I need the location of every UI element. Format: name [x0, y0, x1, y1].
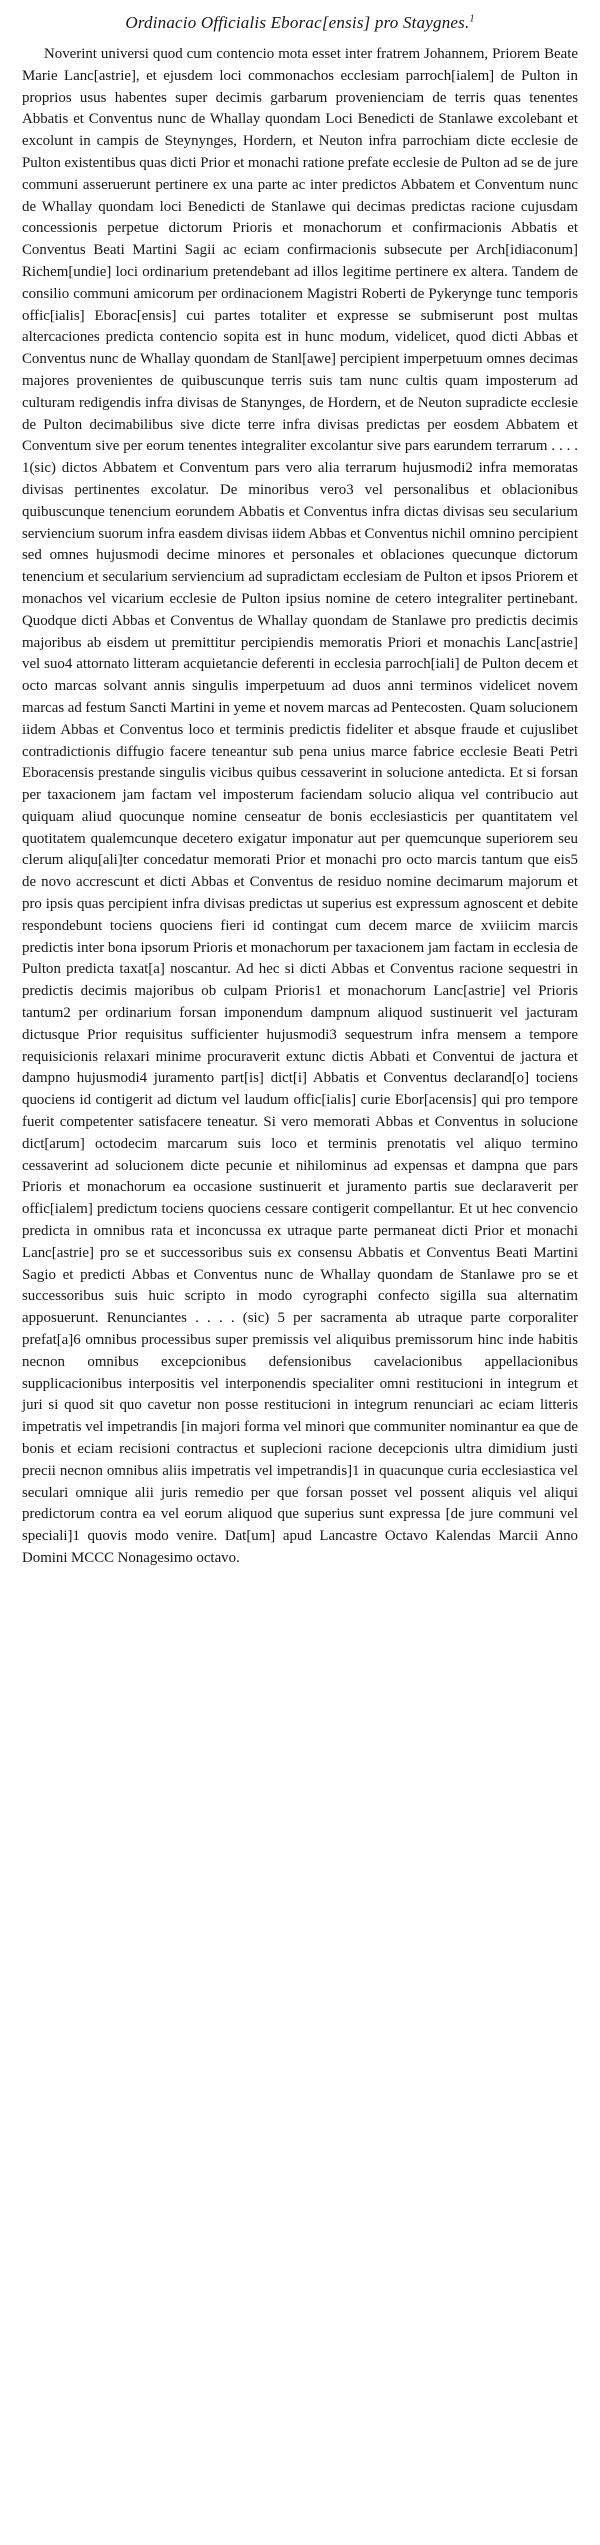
title-footnote-marker: 1: [469, 13, 475, 25]
charter-body-text: Noverint universi quod cum contencio mota esset inter fratrem Johannem, Priorem Beate Marie Lanc[astrie], et ejusdem loci commonachos ecclesiam parroch[ialem] de Pulton in proprios usus habentes super decimis garbarum provenienciam de terris quas tenentes Abbatis et Conventus nunc de Whallay quondam Loci Benedicti de Stanlawe excolebant et excolunt in campis de Steynynges, Hordern, et Neuton infra parrochiam dicte ecclesie de Pulton existentibus quas dicti Prior et monachi ratione prefate ecclesie de Pulton ad se de jure communi asseruerunt pertinere ex una parte ac inter predictos Abbatem et Conventum nunc de Whallay quondam loci Benedicti de Stanlawe qui decimas predictas racione cujusdam concessionis perpetue dictorum Prioris et monachorum et confirmacionis Abbatis et Conventus Beati Martini Sagii ac eciam confirmacionis subsecute per Arch[idiaconum] Richem[undie] loci ordinarium pretendebant ad illos legitime pertinere ex altera. Tandem de consilio communi amicorum per ordinacionem Magistri Roberti de Pykerynge tunc temporis offic[ialis] Eborac[ensis] cui partes totaliter et expresse se submiserunt post multas altercaciones predicta contencio sopita est in hunc modum, videlicet, quod dicti Abbas et Conventus nunc de Whallay quondam de Stanl[awe] percipient imperpetuum omnes decimas majores provenientes de quibuscunque terris suis tam nunc cultis quam imposterum ad culturam redigendis infra divisas de Stanynges, de Hordern, et de Neuton supradicte ecclesie de Pulton decimabilibus sive dicte terre infra divisas predictas per eosdem Abbatem et Conventum sive per eorum tenentes integraliter excolantur sive pars earundem terrarum . . . . 1(sic) dictos Abbatem et Conventum pars vero alia terrarum hujusmodi2 infra memoratas divisas pertinentes excolatur. De minoribus vero3 vel personalibus et oblacionibus quibuscunque tenencium eorundem Abbatis et Conventus infra dictas divisas seu secularium serviencium suorum infra easdem divisas iidem Abbas et Conventus nichil omnino percipient sed omnes hujusmodi decime minores et personales et oblaciones quecunque dictorum tenencium et secularium serviencium ad supradictam ecclesiam de Pulton et ipsos Priorem et monachos vel vicarium ecclesie de Pulton ipsius nomine de cetero integraliter pertinebant. Quodque dicti Abbas et Conventus de Whallay quondam de Stanlawe pro predictis decimis majoribus ab eisdem ut premittitur percipiendis memoratis Priori et monachis Lanc[astrie] vel suo4 attornato litteram acquietancie deferenti in ecclesia parroch[iali] de Pulton decem et octo marcas solvant annis singulis imperpetuum ad duos anni terminos videlicet novem marcas ad festum Sancti Martini in yeme et novem marcas ad Pentecosten. Quam solucionem iidem Abbas et Conventus loco et terminis predictis fideliter et absque fraude et cujuslibet contradictionis diffugio facere teneantur sub pena unius marce fabrice ecclesie Beati Petri Eboracensis prestande singulis vicibus quibus cessaverint in solucione antedicta. Et si forsan per taxacionem jam factam vel imposterum faciendam solucio aliqua vel contribucio aut quiquam aliud quocunque nomine censeatur de bonis ecclesiasticis per quantitatem vel quotitatem qualemcunque decetero exigatur imponatur aut per quemcunque superiorem seu clerum aliqu[ali]ter concedatur memorati Prior et monachi pro octo marcis tantum que eis5 de novo accrescunt et dicti Abbas et Conventus de residuo nomine decimarum majorum et pro ipsis quas percipient infra divisas predictas ut superius est expressum agnoscent et debite respondebunt tociens quociens fieri id contingat cum decem marce de xviiicim marcis predictis inter bona ipsorum Prioris et monachorum per taxacionem jam factam in ecclesia de Pulton predicta taxat[a] noscantur. Ad hec si dicti Abbas et Conventus racione sequestri in predictis decimis majoribus ob culpam Prioris1 et monachorum Lanc[astrie] vel Prioris tantum2 per ordinarium forsan imponendum dampnum aliquod sustinuerit vel jacturam dictusque Prior requisitus sufficienter hujusmodi3 sequestrum infra mensem a tempore requisicionis relaxari minime procuraverit extunc dictis Abbati et Conventui de jactura et dampno hujusmodi4 juramento part[is] dict[i] Abbatis et Conventus declarand[o] tociens quociens id contigerit ad dictum vel laudum offic[ialis] curie Ebor[acensis] qui pro tempore fuerit competenter satisfacere teneatur. Si vero memorati Abbas et Conventus in solucione dict[arum] octodecim marcarum suis loco et terminis prenotatis vel aliquo termino cessaverint ad solucionem dicte pecunie et nihilominus ad expensas et dampna que pars Prioris et monachorum ea occasione sustinuerit et juramento partis sue declaraverit per offic[ialem] predictum tociens quociens cessare contigerit compellantur. Et ut hec convencio predicta in omnibus rata et inconcussa ex utraque parte permaneat dicti Prior et monachi Lanc[astrie] pro se et successoribus suis ex consensu Abbatis et Conventus Beati Martini Sagio et predicti Abbas et Conventus nunc de Whallay quondam de Stanlawe pro se et successoribus suis huic scripto in modo cyrographi confecto sigilla sua alternatim apposuerunt. Renunciantes . . . . (sic) 5 per sacramenta ab utraque parte corporaliter prefat[a]6 omnibus processibus super premissis vel aliquibus premissorum hinc inde habitis necnon omnibus excepcionibus defensionibus cavelacionibus appellacionibus supplicacionibus interpositis vel interponendis specialiter omni restitucioni in integrum et juri si quod sit quo cavetur non posse restitucioni in integrum renunciari ac eciam litteris impetratis vel impetrandis [in majori forma vel minori que communiter nominantur ea que de bonis et eciam recisioni contractus et suplecioni racione decepcionis ultra dimidium justi precii necnon omnibus aliis impetratis vel impetrandis]1 in quacunque curia ecclesiastica vel seculari omnique alii juris remedio per que forsan posset vel possent aliquis vel aliqui predictorum contra ea vel eorum aliquod que superius sunt expressa [de jure communi vel speciali]1 quovis modo venire. Dat[um] apud Lancastre Octavo Kalendas Marcii Anno Domini MCCC Nonagesimo octavo.: [22, 46, 578, 1566]
document-title: [22, 12, 578, 34]
document-title-text: Ordinacio Officialis Eborac[ensis] pro Staygnes.: [125, 13, 470, 32]
